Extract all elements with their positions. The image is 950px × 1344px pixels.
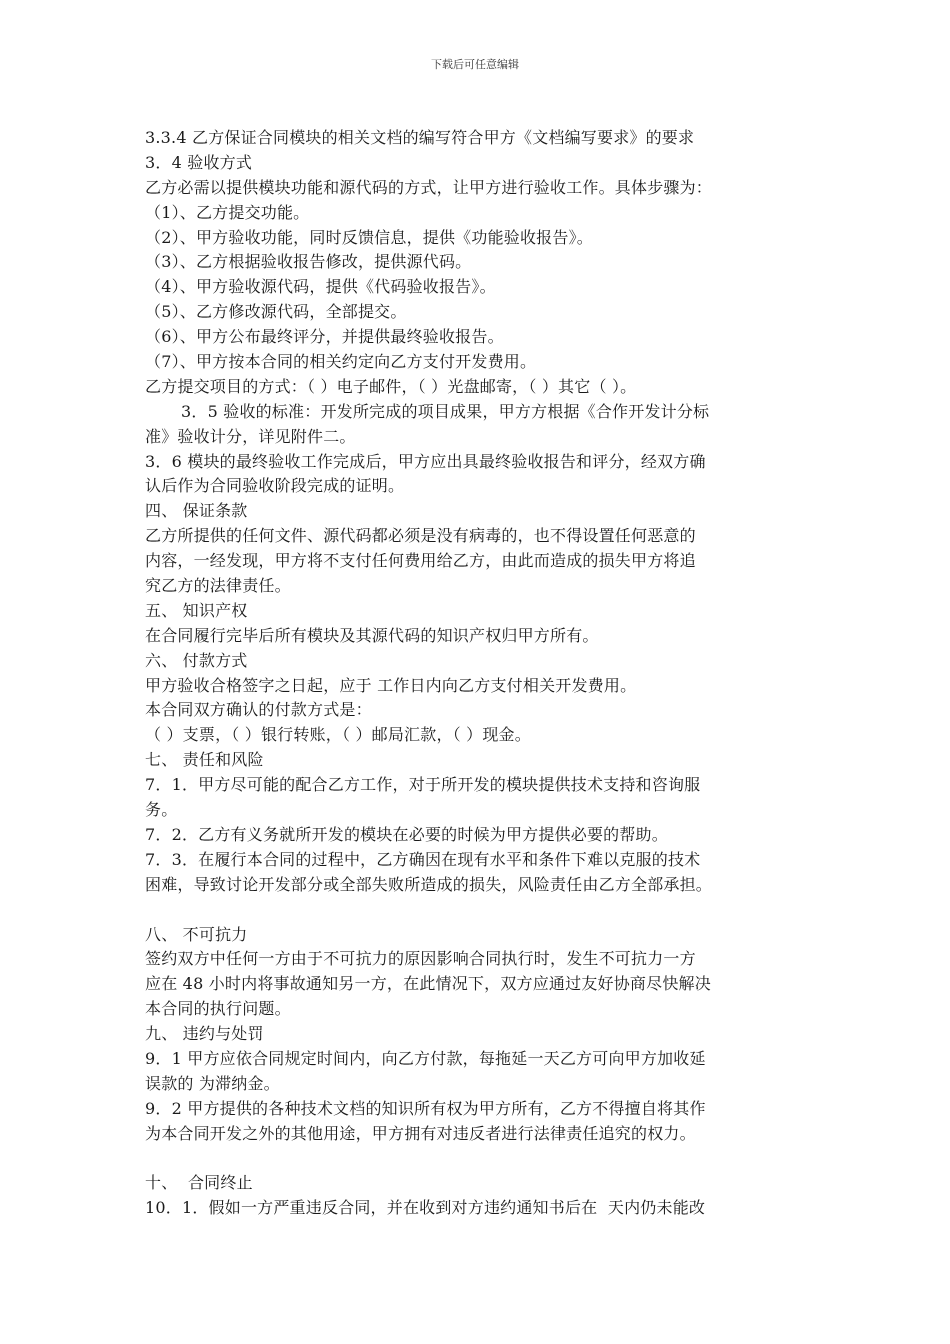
text-line: （3）、乙方根据验收报告修改，提供源代码。 [145, 252, 472, 272]
text-line: 务。 [145, 800, 178, 820]
text-line: 七、 责任和风险 [145, 750, 264, 770]
text-line: 在合同履行完毕后所有模块及其源代码的知识产权归甲方所有。 [145, 625, 599, 645]
text-line: 本合同的执行问题。 [145, 999, 291, 1019]
text-line: （6）、甲方公布最终评分，并提供最终验收报告。 [145, 327, 504, 347]
text-line: 3．5 验收的标准：开发所完成的项目成果，甲方方根据《合作开发计分标 [181, 401, 710, 421]
text-line: 究乙方的法律责任。 [145, 576, 291, 596]
text-line: 乙方必需以提供模块功能和源代码的方式，让甲方进行验收工作。具体步骤为： [145, 177, 713, 197]
text-line: 六、 付款方式 [145, 650, 248, 670]
text-line: 本合同双方确认的付款方式是： [145, 700, 372, 720]
text-line: 五、 知识产权 [145, 600, 248, 620]
text-line: （4）、甲方验收源代码，提供《代码验收报告》。 [145, 277, 496, 297]
text-line: 3．6 模块的最终验收工作完成后，甲方应出具最终验收报告和评分，经双方确 [145, 451, 706, 471]
text-line: 9．2 甲方提供的各种技术文档的知识所有权为甲方所有，乙方不得擅自将其作 [145, 1098, 706, 1118]
text-line: 十、 合同终止 [145, 1173, 253, 1193]
text-line: 准》验收计分，详见附件二。 [145, 426, 356, 446]
text-line: 困难，导致讨论开发部分或全部失败所造成的损失，风险责任由乙方全部承担。 [145, 874, 713, 894]
text-line: 乙方提交项目的方式：（ ）电子邮件，（ ）光盘邮寄，（ ）其它（ ）。 [145, 376, 637, 396]
text-line: （ ）支票，（ ）银行转账，（ ）邮局汇款，（ ）现金。 [145, 725, 531, 745]
text-line: 10．1．假如一方严重违反合同，并在收到对方违约通知书后在 天内仍未能改 [145, 1198, 706, 1218]
text-line: 3.3.4 乙方保证合同模块的相关文档的编写符合甲方《文档编写要求》的要求 [145, 128, 695, 147]
text-line: 7．2．乙方有义务就所开发的模块在必要的时候为甲方提供必要的帮助。 [145, 824, 668, 844]
text-line: 误款的 为滞纳金。 [145, 1073, 280, 1093]
text-line: 八、 不可抗力 [145, 924, 248, 944]
document-body [145, 126, 815, 1221]
text-line: 认后作为合同验收阶段完成的证明。 [145, 476, 405, 496]
text-line: 9．1 甲方应依合同规定时间内，向乙方付款，每拖延一天乙方可向甲方加收延 [145, 1048, 706, 1068]
text-line: 3．4 验收方式 [145, 152, 253, 172]
text-line: 乙方所提供的任何文件、源代码都必须是没有病毒的，也不得设置任何恶意的 [145, 526, 696, 546]
text-line: 签约双方中任何一方由于不可抗力的原因影响合同执行时，发生不可抗力一方 [145, 949, 696, 969]
text-line: 7．1．甲方尽可能的配合乙方工作，对于所开发的模块提供技术支持和咨询服 [145, 775, 701, 795]
text-line: （7）、甲方按本合同的相关约定向乙方支付开发费用。 [145, 352, 537, 372]
text-line: （2）、甲方验收功能，同时反馈信息，提供《功能验收报告》。 [145, 227, 593, 247]
text-line: 为本合同开发之外的其他用途，甲方拥有对违反者进行法律责任追究的权力。 [145, 1123, 696, 1143]
page-header: 下载后可任意编辑 [431, 58, 519, 71]
text-line: 甲方验收合格签字之日起，应于 工作日内向乙方支付相关开发费用。 [145, 675, 637, 695]
text-line: 九、 违约与处罚 [145, 1024, 264, 1044]
text-line: 7．3．在履行本合同的过程中，乙方确因在现有水平和条件下难以克服的技术 [145, 849, 701, 869]
text-line: 应在 48 小时内将事故通知另一方，在此情况下，双方应通过友好协商尽快解决 [145, 974, 711, 994]
text-line: 四、 保证条款 [145, 501, 248, 521]
blank-line [145, 1147, 815, 1172]
text-line: 内容，一经发现，甲方将不支付任何费用给乙方，由此而造成的损失甲方将追 [145, 551, 696, 571]
text-line: （1）、乙方提交功能。 [145, 202, 310, 222]
text-line: （5）、乙方修改源代码，全部提交。 [145, 302, 407, 322]
blank-line [145, 898, 815, 923]
